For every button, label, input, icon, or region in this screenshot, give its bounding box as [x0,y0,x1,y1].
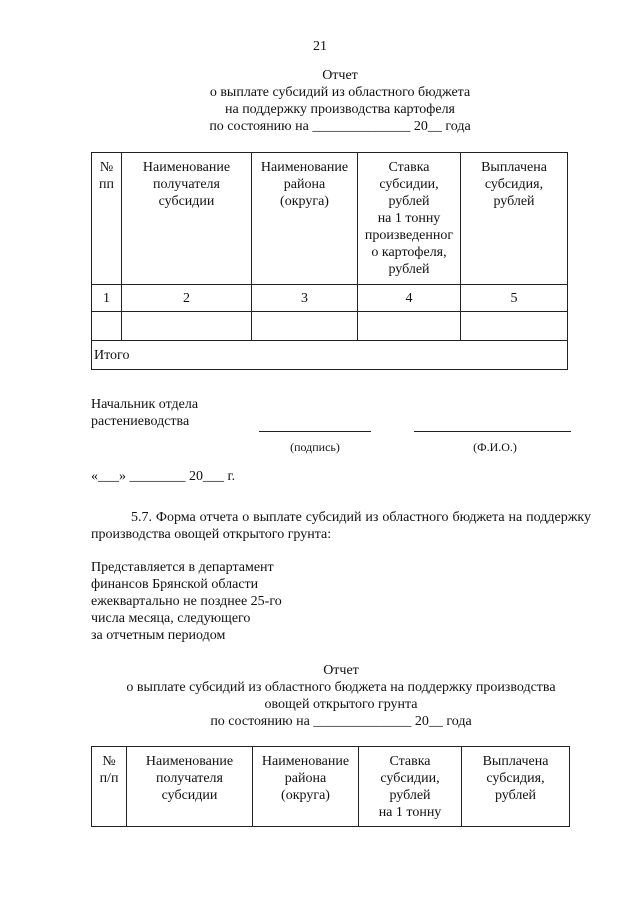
signature-date: «___» ________ 20___ г. [91,469,236,484]
table-cell [461,312,568,341]
header-cell-district: Наименование района (округа) [253,747,359,827]
report2-subtitle-line2: о выплате субсидий из областного бюджета на поддержку производства [126,680,556,695]
table-cell: 2 [122,285,252,312]
table-header-row [92,153,568,285]
signature-line [259,431,371,432]
header-cell-number: № п/п [92,747,127,827]
table-cell [252,312,358,341]
header-cell-paid: Выплачена субсидия, рублей [462,747,570,827]
report2-title: Отчет [323,663,359,678]
page-number: 21 [313,39,327,54]
report1-subtitle-line2: о выплате субсидий из областного бюджета [209,85,471,100]
header-cell-rate: Ставка субсидии, рублей на 1 тонну [359,747,462,827]
report1-date-line: по состоянию на ______________ 20__ года [209,119,471,134]
report1-title: Отчет [322,68,358,83]
table-row [92,312,568,341]
table-cell: 4 [358,285,461,312]
submission-note [91,559,351,644]
header-cell-district: Наименование района (округа) [252,153,358,285]
table-cell [92,312,122,341]
total-label: Итого [92,341,568,370]
header-cell-number: № пп [92,153,122,285]
table-total-row [92,341,568,370]
section-paragraph: 5.7. Форма отчета о выплате субсидий из областного бюджета на поддержку производства овощей открытого грунта: [91,510,591,542]
name-line [414,431,571,432]
header-cell-paid: Выплачена субсидия, рублей [461,153,568,285]
header-cell-recipient: Наименование получателя субсидии [122,153,252,285]
signature-position [91,396,291,430]
table-cell: 5 [461,285,568,312]
submission-line: числа месяца, следующего [91,611,251,626]
header-cell-rate: Ставка субсидии, рублей на 1 тонну произведенног о картофеля, рублей [358,153,461,285]
signature-label: (подпись) [290,440,340,454]
report2-table [91,746,570,827]
header-cell-recipient: Наименование получателя субсидии [127,747,253,827]
name-label: (Ф.И.О.) [473,440,517,454]
report2-title-block [91,662,591,730]
table-header-row [92,747,570,827]
report1-subtitle-line3: на поддержку производства картофеля [224,102,455,117]
position-line2: растениеводства [91,414,190,429]
submission-line: Представляется в департамент [91,560,274,575]
report1-table [91,152,568,370]
report2-date-line: по состоянию на ______________ 20__ года [210,714,472,729]
table-number-row [92,285,568,312]
position-line1: Начальник отдела [91,397,199,412]
report2-subtitle-line3: овощей открытого грунта [264,697,418,712]
submission-line: финансов Брянской области [91,577,259,592]
submission-line: за отчетным периодом [91,628,226,643]
report1-title-block [140,67,540,135]
table-cell: 1 [92,285,122,312]
table-cell: 3 [252,285,358,312]
table-cell [358,312,461,341]
table-cell [122,312,252,341]
submission-line: ежеквартально не позднее 25-го [91,594,282,609]
